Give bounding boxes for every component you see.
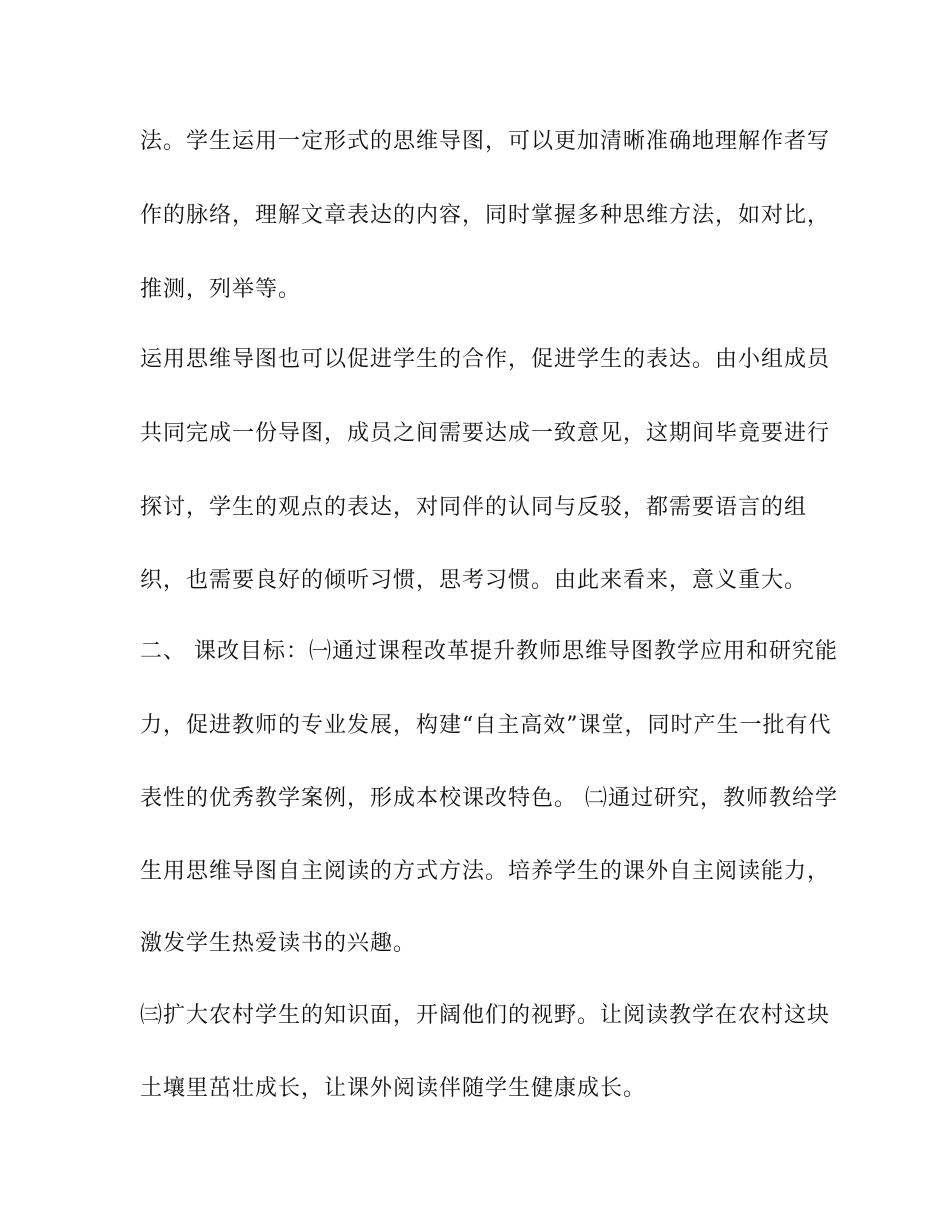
- text-line: 织，也需要良好的倾听习惯，思考习惯。由此来看来，意义重大。: [140, 568, 808, 593]
- text-line: 运用思维导图也可以促进学生的合作，促进学生的表达。由小组成员: [140, 347, 831, 372]
- text-line: 探讨，学生的观点的表达，对同伴的认同与反驳，都需要语言的组: [140, 495, 808, 520]
- text-line: 推测，列举等。: [140, 277, 302, 302]
- text-line: 作的脉络，理解文章表达的内容，同时掌握多种思维方法，如对比，: [140, 203, 831, 228]
- text-line: 力，促进教师的专业发展，构建“自主高效”课堂，同时产生一批有代: [140, 713, 832, 738]
- text-line: 共同完成一份导图，成员之间需要达成一致意见，这期间毕竟要进行: [140, 421, 831, 446]
- text-line: 二、 课改目标：㈠通过课程改革提升教师思维导图教学应用和研究能: [140, 639, 838, 664]
- text-line: 生用思维导图自主阅读的方式方法。培养学生的课外自主阅读能力，: [140, 859, 831, 884]
- text-line: 土壤里茁壮成长，让课外阅读伴随学生健康成长。: [140, 1076, 647, 1101]
- text-line: 表性的优秀教学案例，形成本校课改特色。 ㈡通过研究，教师教给学: [140, 786, 838, 811]
- text-line: 激发学生热爱读书的兴趣。: [140, 931, 417, 956]
- text-line: 法。学生运用一定形式的思维导图，可以更加清晰准确地理解作者写: [140, 129, 831, 154]
- text-line: ㈢扩大农村学生的知识面，开阔他们的视野。让阅读教学在农村这块: [140, 1003, 831, 1028]
